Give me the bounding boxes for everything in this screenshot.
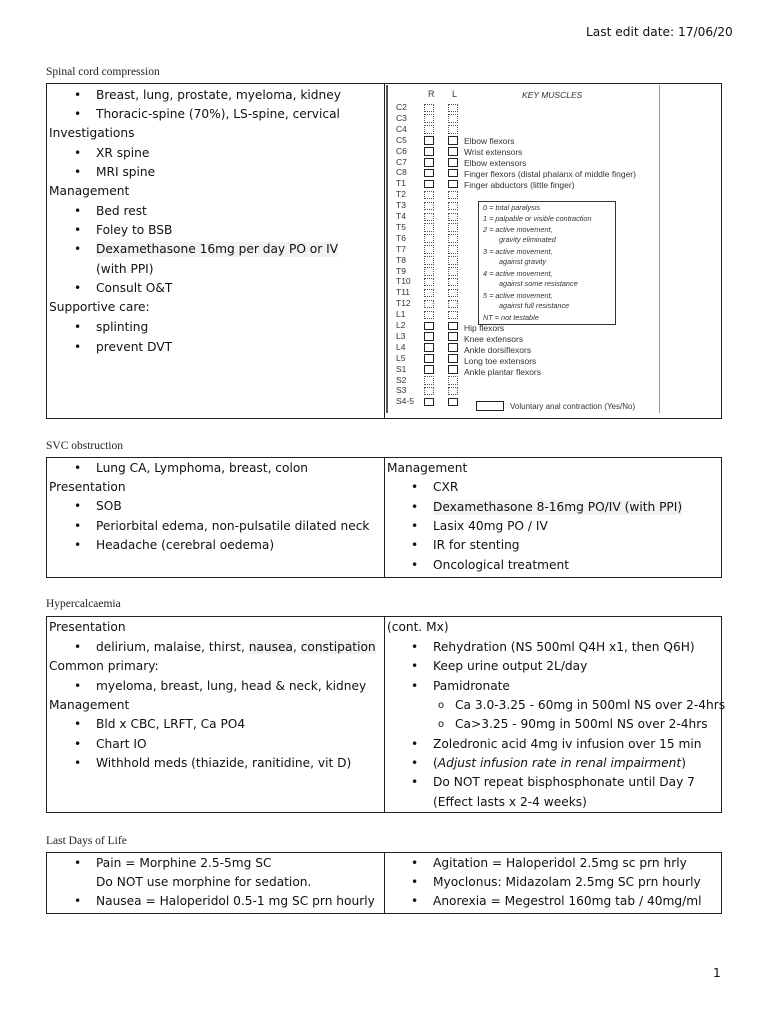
list-item: • CXR — [433, 480, 458, 495]
muscle-label: Ankle dorsiflexors — [464, 345, 532, 355]
motor-score-box-l-l2 — [448, 322, 458, 331]
motor-score-box-l-s4-5 — [448, 398, 458, 407]
subheading: Management — [387, 461, 468, 475]
muscle-label: Finger abductors (little finger) — [464, 180, 575, 190]
column-l: L — [452, 89, 458, 99]
spinal-level-t7: T7 — [396, 243, 406, 254]
list-item: • Zoledronic acid 4mg iv infusion over 15 min — [433, 737, 702, 752]
chart-title: KEY MUSCLES — [522, 90, 583, 100]
motor-score-box-l-t12 — [448, 300, 458, 309]
motor-score-box-r-t3 — [424, 202, 434, 211]
spinal-level-t8: T8 — [396, 254, 406, 265]
spinal-level-s2: S2 — [396, 374, 407, 385]
spinal-level-t9: T9 — [396, 265, 406, 276]
list-item: • splinting — [96, 320, 148, 335]
list-item: • Breast, lung, prostate, myeloma, kidney — [96, 88, 341, 103]
spinal-level-t11: T11 — [396, 287, 411, 298]
motor-score-box-l-c3 — [448, 114, 458, 123]
motor-score-box-r-c4 — [424, 125, 434, 134]
list-item: • Foley to BSB — [96, 223, 172, 238]
motor-score-box-r-t5 — [424, 223, 434, 232]
motor-score-box-l-t5 — [448, 223, 458, 232]
list-item: • Thoracic-spine (70%), LS-spine, cervical — [96, 107, 340, 122]
spinal-level-l4: L4 — [396, 341, 406, 352]
list-item: • Pain = Morphine 2.5-5mg SC — [96, 856, 272, 871]
motor-score-box-r-c7 — [424, 158, 434, 167]
list-item: • SOB — [96, 499, 122, 514]
motor-score-box-l-t2 — [448, 191, 458, 200]
spinal-level-t2: T2 — [396, 189, 406, 200]
list-item: • Myoclonus: Midazolam 2.5mg SC prn hourly — [433, 875, 701, 890]
spinal-level-s4-5: S4-5 — [396, 396, 414, 407]
list-item: • prevent DVT — [96, 340, 172, 355]
subheading: Common primary: — [49, 659, 159, 673]
list-item: • myeloma, breast, lung, head & neck, kidney — [96, 679, 366, 694]
spinal-level-t6: T6 — [396, 232, 406, 243]
motor-score-box-l-t3 — [448, 202, 458, 211]
hypercalcaemia-table — [46, 616, 726, 813]
list-item: • Dexamethasone 16mg per day PO or IV — [96, 242, 338, 257]
section-title-last-days: Last Days of Life — [46, 835, 127, 847]
spinal-level-t10: T10 — [396, 276, 411, 287]
motor-score-box-l-l1 — [448, 311, 458, 320]
spinal-level-t5: T5 — [396, 221, 406, 232]
spinal-level-c6: C6 — [396, 145, 407, 156]
list-item: • Lasix 40mg PO / IV — [433, 519, 548, 534]
muscle-label: Ankle plantar flexors — [464, 367, 542, 377]
motor-score-box-r-t12 — [424, 300, 434, 309]
list-item: • (Adjust infusion rate in renal impairment) — [433, 756, 686, 771]
muscle-label: Elbow flexors — [464, 136, 515, 146]
column-r: R — [428, 89, 435, 99]
spinal-level-c5: C5 — [396, 134, 407, 145]
motor-score-box-r-c8 — [424, 169, 434, 178]
motor-score-box-l-c7 — [448, 158, 458, 167]
motor-score-box-r-l2 — [424, 322, 434, 331]
list-item: • Keep urine output 2L/day — [433, 659, 587, 674]
motor-score-box-l-s2 — [448, 376, 458, 385]
motor-score-box-r-l4 — [424, 343, 434, 352]
motor-score-box-r-l5 — [424, 354, 434, 363]
svc-table — [46, 457, 722, 578]
list-item: • Bld x CBC, LRFT, Ca PO4 — [96, 717, 245, 732]
spinal-level-c2: C2 — [396, 102, 407, 112]
list-item: • Nausea = Haloperidol 0.5-1 mg SC prn hourly — [96, 894, 375, 909]
list-item: • Pamidronate — [433, 679, 510, 694]
motor-score-box-r-c3 — [424, 114, 434, 123]
list-item: • Oncological treatment — [433, 558, 569, 573]
muscle-label: Long toe extensors — [464, 356, 537, 366]
sub-list-item: o Ca>3.25 - 90mg in 500ml NS over 2-4hrs — [455, 717, 708, 732]
subheading: Management — [49, 184, 130, 198]
motor-score-box-r-c2 — [424, 104, 434, 113]
motor-score-box-r-t2 — [424, 191, 434, 200]
motor-score-box-r-s4-5 — [424, 398, 434, 407]
motor-score-box-l-s1 — [448, 365, 458, 374]
motor-score-box-r-s2 — [424, 376, 434, 385]
list-item: • Agitation = Haloperidol 2.5mg sc prn hrly — [433, 856, 687, 871]
subheading: Presentation — [49, 480, 126, 494]
spinal-level-t1: T1 — [396, 178, 406, 189]
motor-score-box-r-t8 — [424, 256, 434, 265]
motor-score-box-r-s3 — [424, 387, 434, 396]
motor-score-box-r-c5 — [424, 136, 434, 145]
muscle-label: Knee extensors — [464, 334, 524, 344]
motor-score-box-l-t7 — [448, 245, 458, 254]
motor-score-box-l-l5 — [448, 354, 458, 363]
section-title-svc: SVC obstruction — [46, 440, 123, 452]
motor-score-box-l-c6 — [448, 147, 458, 156]
spinal-level-l5: L5 — [396, 352, 406, 363]
motor-score-box-r-t9 — [424, 267, 434, 276]
motor-score-box-l-c2 — [448, 104, 458, 113]
motor-score-box-r-t10 — [424, 278, 434, 287]
motor-score-box-l-t9 — [448, 267, 458, 276]
last-edit-date: Last edit date: 17/06/20 — [586, 25, 733, 39]
motor-score-box-r-t6 — [424, 234, 434, 243]
list-item-continued: (with PPI) — [96, 262, 154, 276]
list-item: • Periorbital edema, non-pulsatile dilated neck — [96, 519, 369, 534]
motor-score-box-l-l4 — [448, 343, 458, 352]
motor-score-box-l-c4 — [448, 125, 458, 134]
spinal-level-c8: C8 — [396, 167, 407, 178]
motor-score-box-r-l3 — [424, 332, 434, 341]
motor-score-box-r-c6 — [424, 147, 434, 156]
list-item: • IR for stenting — [433, 538, 520, 553]
motor-score-box-r-t7 — [424, 245, 434, 254]
list-item: • XR spine — [96, 146, 149, 161]
sub-list-item: o Ca 3.0-3.25 - 60mg in 500ml NS over 2-4hrs — [455, 698, 725, 713]
list-item: • Chart IO — [96, 737, 147, 752]
grading-key: 0 = total paralysis 1 = palpable or visible contraction 2 = active movement, gravity eliminated 3 = active movement, against gravity 4 = active movement, against some resistance 5 = active movement, against full resistance NT = not testable — [478, 201, 616, 325]
spinal-level-c4: C4 — [396, 123, 407, 134]
list-item: • delirium, malaise, thirst, nausea, constipation — [96, 640, 376, 655]
spinal-level-s3: S3 — [396, 385, 407, 396]
spinal-level-l2: L2 — [396, 320, 406, 330]
muscle-label: Finger flexors (distal phalanx of middle finger) — [464, 169, 636, 179]
list-item: • Consult O&T — [96, 281, 172, 296]
motor-score-box-r-t1 — [424, 180, 434, 189]
list-item: • Do NOT repeat bisphosphonate until Day 7 — [433, 775, 695, 790]
motor-score-box-l-t11 — [448, 289, 458, 298]
motor-score-box-l-s3 — [448, 387, 458, 396]
subheading: Supportive care: — [49, 300, 150, 314]
subheading: Presentation — [49, 620, 126, 634]
subheading: Management — [49, 698, 130, 712]
spinal-level-t12: T12 — [396, 298, 411, 309]
motor-score-box-l-t10 — [448, 278, 458, 287]
motor-score-box-r-l1 — [424, 311, 434, 320]
spinal-level-l1: L1 — [396, 309, 406, 320]
motor-score-box-l-t6 — [448, 234, 458, 243]
spinal-level-t3: T3 — [396, 200, 406, 211]
last-days-table — [46, 852, 722, 914]
spinal-level-t4: T4 — [396, 211, 406, 221]
motor-score-box-l-t4 — [448, 213, 458, 222]
muscle-label: Hip flexors — [464, 323, 505, 333]
subheading: Investigations — [49, 126, 135, 140]
list-item: • Bed rest — [96, 204, 147, 219]
list-item: • Lung CA, Lymphoma, breast, colon — [96, 461, 308, 476]
anal-contraction-label: Voluntary anal contraction (Yes/No) — [510, 402, 636, 411]
spinal-level-s1: S1 — [396, 363, 407, 374]
anal-contraction-box — [476, 401, 504, 411]
motor-score-box-l-l3 — [448, 332, 458, 341]
list-item: • Withhold meds (thiazide, ranitidine, vit D) — [96, 756, 351, 771]
motor-score-box-r-t11 — [424, 289, 434, 298]
list-item: • Dexamethasone 8-16mg PO/IV (with PPI) — [433, 500, 682, 515]
motor-score-box-l-t1 — [448, 180, 458, 189]
motor-score-box-r-t4 — [424, 213, 434, 222]
motor-score-box-l-c8 — [448, 169, 458, 178]
motor-score-box-l-c5 — [448, 136, 458, 145]
list-item: • Rehydration (NS 500ml Q4H x1, then Q6H) — [433, 640, 695, 655]
spinal-level-l3: L3 — [396, 330, 406, 341]
list-item: • Anorexia = Megestrol 160mg tab / 40mg/ml — [433, 894, 701, 909]
muscle-label: Wrist extensors — [464, 147, 523, 157]
motor-score-box-l-t8 — [448, 256, 458, 265]
list-item-continued: (Effect lasts x 2-4 weeks) — [433, 795, 587, 809]
page-number: 1 — [713, 966, 721, 980]
list-item-continued: Do NOT use morphine for sedation. — [96, 875, 312, 889]
key-muscles-chart — [386, 85, 660, 413]
section-title-hypercalcaemia: Hypercalcaemia — [46, 598, 121, 610]
motor-score-box-r-s1 — [424, 365, 434, 374]
list-item: • MRI spine — [96, 165, 155, 180]
spinal-level-c7: C7 — [396, 156, 407, 167]
spinal-table — [46, 83, 722, 419]
section-title-spinal: Spinal cord compression — [46, 66, 160, 78]
spinal-level-c3: C3 — [396, 112, 407, 123]
subheading: (cont. Mx) — [387, 620, 449, 634]
list-item: • Headache (cerebral oedema) — [96, 538, 274, 553]
muscle-label: Elbow extensors — [464, 158, 527, 168]
